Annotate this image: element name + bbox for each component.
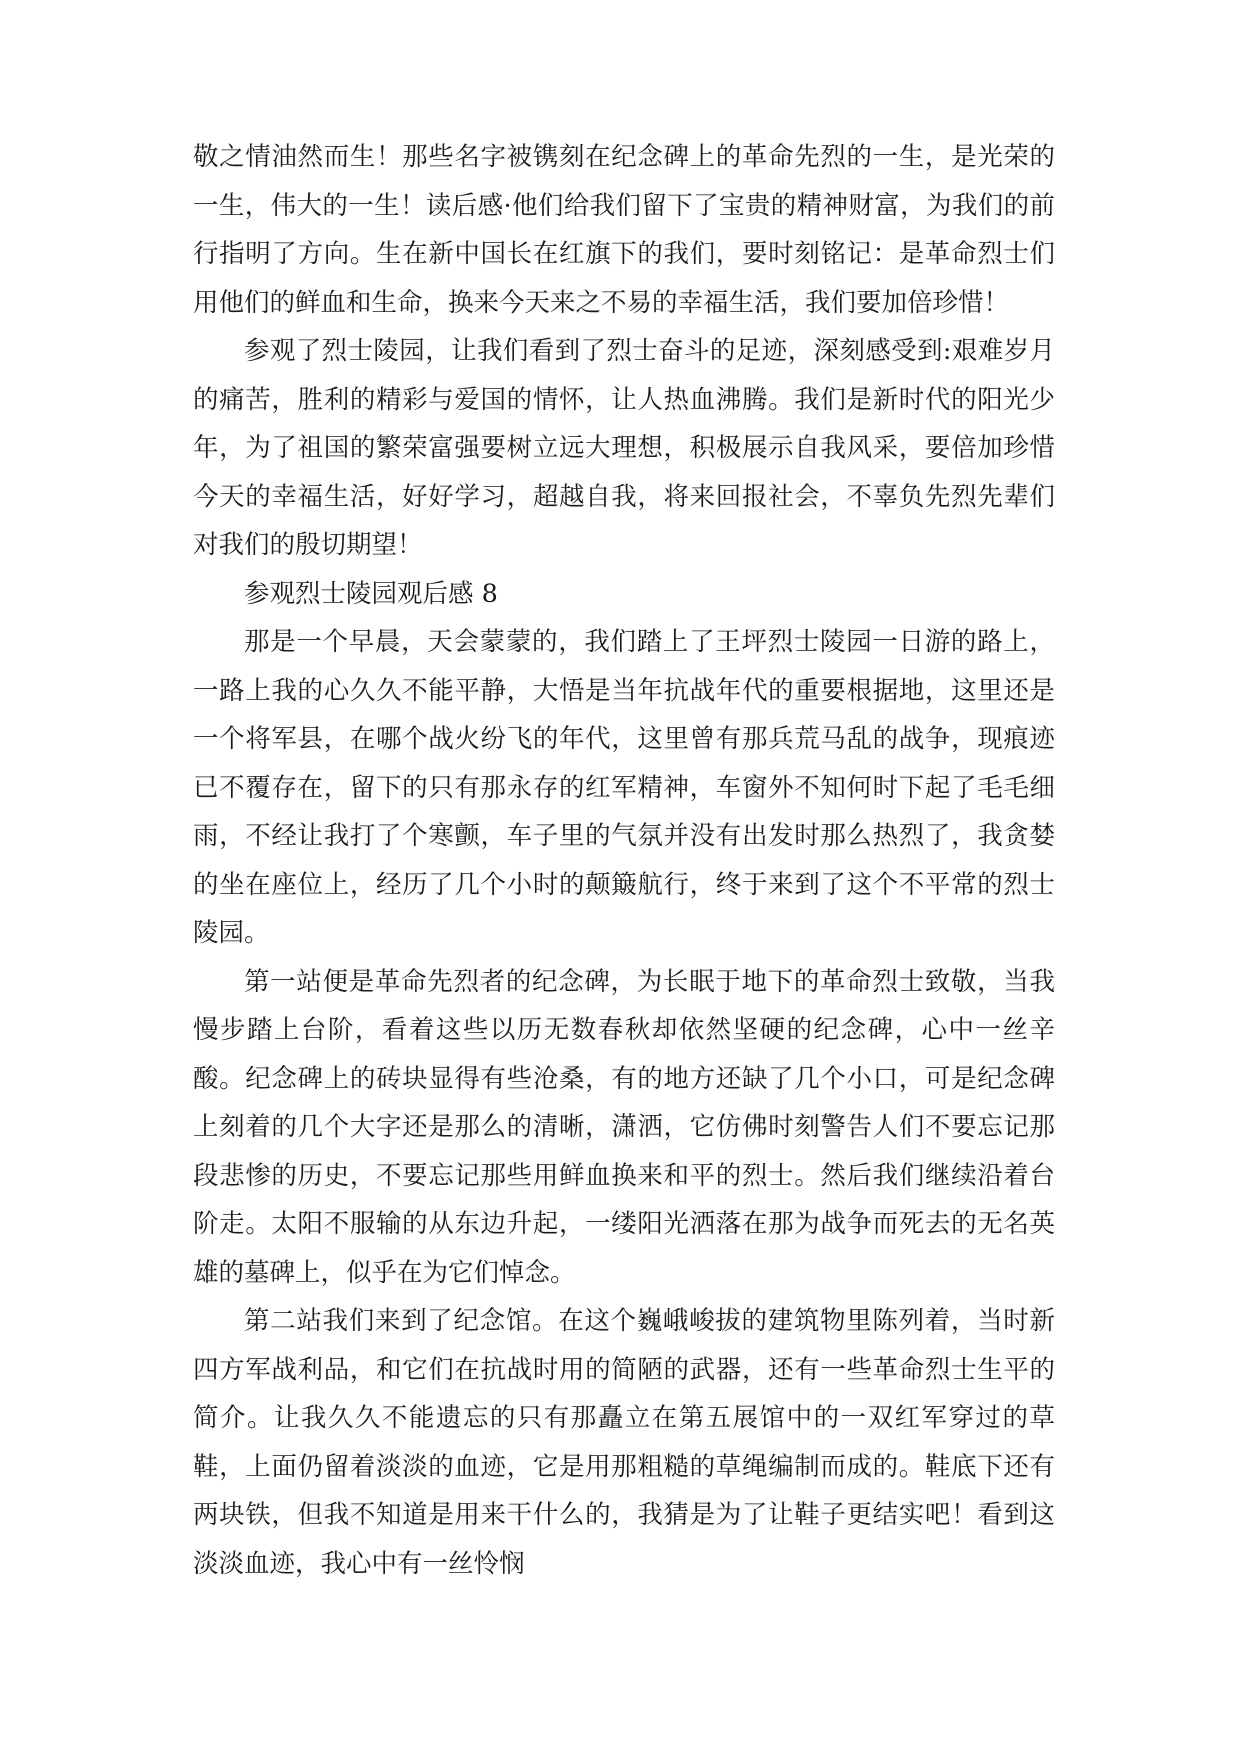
paragraph-morning: 那是一个早晨，天会蒙蒙的，我们踏上了王坪烈士陵园一日游的路上，一路上我的心久久不能平静，大悟是当年抗战年代的重要根据地，这里还是一个将军县，在哪个战火纷飞的年代，这里曾有那兵荒马乱的战争，现痕迹已不覆存在，留下的只有那永存的红军精神，车窗外不知何时下起了毛毛细雨，不经让我打了个寒颤，车子里的气氛并没有出发时那么热烈了，我贪婪的坐在座位上，经历了几个小时的颠簸航行，终于来到了这个不平常的烈士陵园。 (193, 627, 1055, 948)
document-page (193, 133, 1055, 1588)
paragraph-continued: 敬之情油然而生！那些名字被镌刻在纪念碑上的革命先烈的一生，是光荣的一生，伟大的一生！读后感·他们给我们留下了宝贵的精神财富，为我们的前行指明了方向。生在新中国长在红旗下的我们，要时刻铭记：是革命烈士们用他们的鲜血和生命，换来今天来之不易的幸福生活，我们要加倍珍惜！ (193, 142, 1055, 318)
paragraph-second-stop: 第二站我们来到了纪念馆。在这个巍峨峻拔的建筑物里陈列着，当时新四方军战利品，和它们在抗战时用的简陋的武器，还有一些革命烈士生平的简介。让我久久不能遗忘的只有那矗立在第五展馆中的一双红军穿过的草鞋，上面仍留着淡淡的血迹，它是用那粗糙的草绳编制而成的。鞋底下还有两块铁，但我不知道是用来干什么的，我猜是为了让鞋子更结实吧！看到这淡淡血迹，我心中有一丝怜悯 (193, 1306, 1055, 1579)
paragraph-visit-cemetery: 参观了烈士陵园，让我们看到了烈士奋斗的足迹，深刻感受到:艰难岁月的痛苦，胜利的精彩与爱国的情怀，让人热血沸腾。我们是新时代的阳光少年，为了祖国的繁荣富强要树立远大理想，积极展示自我风采，要倍加珍惜今天的幸福生活，好好学习，超越自我，将来回报社会，不辜负先烈先辈们对我们的殷切期望！ (193, 336, 1055, 560)
section-heading: 参观烈士陵园观后感 8 (244, 578, 498, 609)
paragraph-first-stop: 第一站便是革命先烈者的纪念碑，为长眠于地下的革命烈士致敬，当我慢步踏上台阶，看着这些以历无数春秋却依然坚硬的纪念碑，心中一丝辛酸。纪念碑上的砖块显得有些沧桑，有的地方还缺了几个小口，可是纪念碑上刻着的几个大字还是那么的清晰，潇洒，它仿佛时刻警告人们不要忘记那段悲惨的历史，不要忘记那些用鲜血换来和平的烈士。然后我们继续沿着台阶走。太阳不服输的从东边升起，一缕阳光洒落在那为战争而死去的无名英雄的墓碑上，似乎在为它们悼念。 (193, 966, 1055, 1288)
